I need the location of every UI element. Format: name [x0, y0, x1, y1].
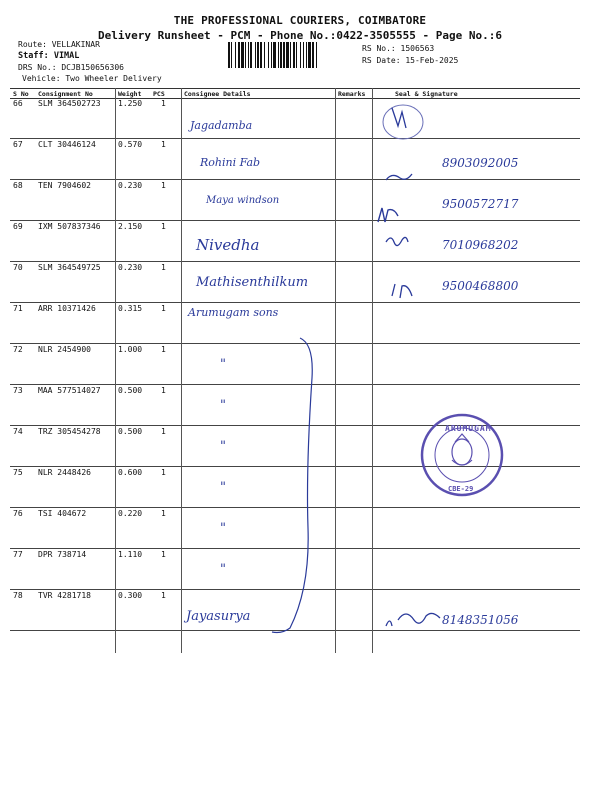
- row-sno: 70: [13, 263, 23, 272]
- signature-phone: 8148351056: [442, 613, 519, 627]
- consignee-handwritten: Nivedha: [196, 236, 260, 254]
- weight-value: 0.300: [118, 591, 143, 600]
- pcs-value: 1: [161, 591, 166, 600]
- consignee-handwritten: Arumugam sons: [188, 306, 279, 319]
- row-sno: 73: [13, 386, 23, 395]
- row-sno: 66: [13, 99, 23, 108]
- pcs-value: 1: [161, 99, 166, 108]
- consignment-number: TRZ 305454278: [38, 427, 101, 436]
- consignment-number: NLR 2454900: [38, 345, 91, 354]
- drs-number: DRS No.: DCJB150656306: [18, 63, 124, 72]
- signature-phone: 8903092005: [442, 156, 519, 170]
- row-sno: 72: [13, 345, 23, 354]
- signature-scribble: [386, 174, 412, 180]
- pcs-value: 1: [161, 222, 166, 231]
- weight-value: 0.570: [118, 140, 143, 149]
- weight-value: 1.000: [118, 345, 143, 354]
- company-title: THE PROFESSIONAL COURIERS, COIMBATORE: [173, 14, 427, 27]
- consignment-number: TVR 4281718: [38, 591, 91, 600]
- signature-phone: 9500572717: [442, 197, 519, 211]
- consignment-number: NLR 2448426: [38, 468, 91, 477]
- rs-date: RS Date: 15-Feb-2025: [362, 56, 459, 65]
- weight-value: 0.315: [118, 304, 143, 313]
- row-sno: 75: [13, 468, 23, 477]
- pcs-value: 1: [161, 386, 166, 395]
- weight-value: 0.220: [118, 509, 143, 518]
- col-consignment: Consignment No: [38, 90, 93, 98]
- vehicle-label: Vehicle: Two Wheeler Delivery: [22, 74, 162, 83]
- row-sno: 76: [13, 509, 23, 518]
- consignee-handwritten: Jagadamba: [190, 119, 253, 132]
- consignment-number: CLT 30446124: [38, 140, 96, 149]
- faint-stamp-mark: [383, 105, 423, 139]
- consignee-handwritten: ": [220, 439, 226, 454]
- signature-scribble: [392, 108, 406, 128]
- weight-value: 0.500: [118, 427, 143, 436]
- weight-value: 0.600: [118, 468, 143, 477]
- consignee-handwritten: ": [220, 562, 226, 577]
- consignee-handwritten: ": [220, 480, 226, 495]
- pcs-value: 1: [161, 304, 166, 313]
- pcs-value: 1: [161, 140, 166, 149]
- consignment-number: SLM 364502723: [38, 99, 101, 108]
- col-remarks: Remarks: [338, 90, 366, 98]
- signature-scribble: [392, 284, 412, 298]
- signature-scribble: [386, 613, 440, 626]
- staff-label: Staff: VIMAL: [18, 51, 80, 61]
- row-sno: 77: [13, 550, 23, 559]
- consignment-number: TEN 7904602: [38, 181, 91, 190]
- pcs-value: 1: [161, 550, 166, 559]
- seal-bottom-text: CBE-29: [448, 485, 474, 493]
- signature-phone: 9500468800: [442, 279, 519, 293]
- consignee-handwritten: ": [220, 398, 226, 413]
- consignment-number: IXM 507837346: [38, 222, 101, 231]
- col-weight: Weight: [118, 90, 142, 98]
- col-seal-signature: Seal & Signature: [395, 90, 458, 98]
- weight-value: 1.250: [118, 99, 143, 108]
- row-sno: 74: [13, 427, 23, 436]
- consignment-number: ARR 10371426: [38, 304, 96, 313]
- row-sno: 67: [13, 140, 23, 149]
- signature-phone: 7010968202: [442, 238, 519, 252]
- consignee-handwritten: Mathisenthilkum: [196, 275, 309, 290]
- consignment-number: DPR 738714: [38, 550, 87, 559]
- weight-value: 1.110: [118, 550, 143, 559]
- signature-scribble: [378, 208, 398, 222]
- pcs-value: 1: [161, 509, 166, 518]
- route-label: Route: VELLAKINAR: [18, 40, 100, 49]
- row-sno: 71: [13, 304, 23, 313]
- pcs-value: 1: [161, 468, 166, 477]
- seal-top-text: ARUMUGAM: [445, 424, 492, 433]
- row-sno: 69: [13, 222, 23, 231]
- weight-value: 0.230: [118, 263, 143, 272]
- col-pcs: PCS: [153, 90, 165, 98]
- consignee-handwritten: Rohini Fab: [200, 156, 261, 169]
- row-sno: 78: [13, 591, 23, 600]
- consignee-handwritten: Maya windson: [206, 195, 280, 206]
- pcs-value: 1: [161, 345, 166, 354]
- ditto-bracket-line: [272, 338, 312, 633]
- col-consignee: Consignee Details: [184, 90, 251, 98]
- runsheet-subtitle: Delivery Runsheet - PCM - Phone No.:0422-3505555 - Page No.:6: [98, 29, 502, 42]
- signature-scribble: [386, 237, 408, 245]
- col-sno: S No: [13, 90, 29, 98]
- weight-value: 0.500: [118, 386, 143, 395]
- pcs-value: 1: [161, 427, 166, 436]
- consignee-handwritten: ": [220, 521, 226, 536]
- weight-value: 2.150: [118, 222, 143, 231]
- rs-number: RS No.: 1506563: [362, 44, 435, 53]
- weight-value: 0.230: [118, 181, 143, 190]
- pcs-value: 1: [161, 263, 166, 272]
- consignment-number: MAA 577514027: [38, 386, 101, 395]
- row-sno: 68: [13, 181, 23, 190]
- pcs-value: 1: [161, 181, 166, 190]
- consignee-handwritten: ": [220, 357, 226, 372]
- consignment-number: SLM 364549725: [38, 263, 101, 272]
- consignee-handwritten: Jayasurya: [186, 609, 251, 624]
- consignment-number: TSI 404672: [38, 509, 87, 518]
